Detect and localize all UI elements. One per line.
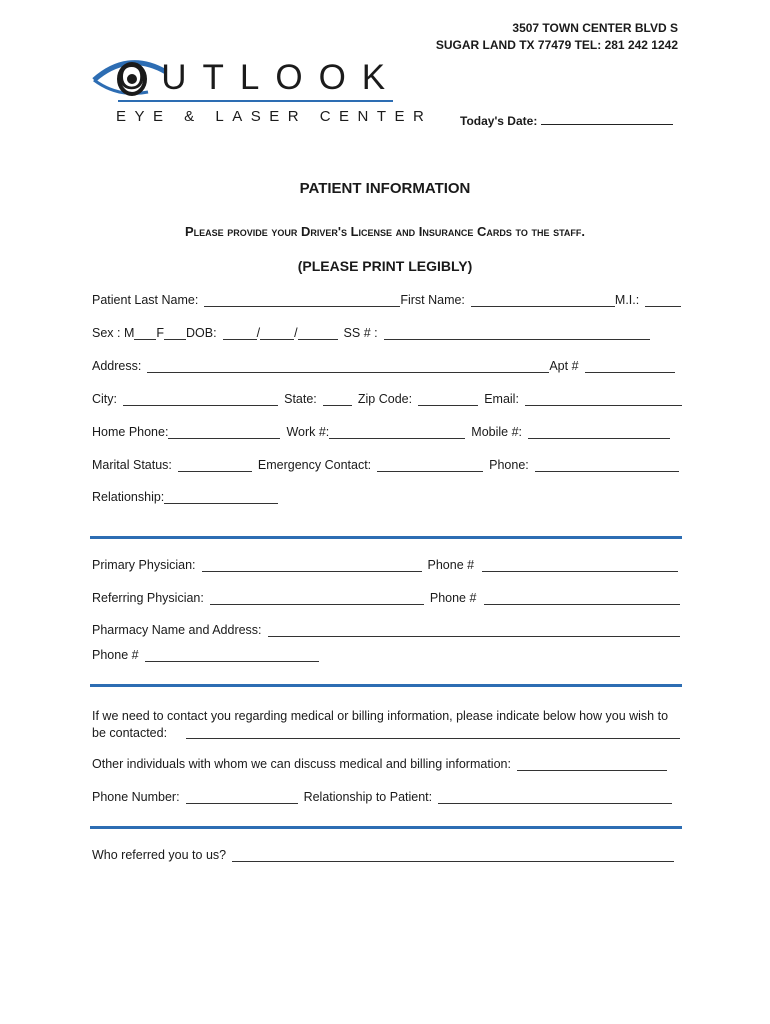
row-address xyxy=(92,359,682,373)
work-field[interactable] xyxy=(329,425,465,439)
row-name xyxy=(92,293,682,307)
address-line-1: 3507 TOWN CENTER BLVD S xyxy=(512,21,678,35)
todays-date-field[interactable] xyxy=(541,112,673,125)
address-line-2: SUGAR LAND TX 77479 TEL: 281 242 1242 xyxy=(435,38,678,52)
pharmacy-label: Pharmacy Name and Address: xyxy=(92,623,262,637)
row-relationship xyxy=(92,490,682,504)
row-referring-physician xyxy=(92,591,682,605)
logo-wordmark: OUTLOOK xyxy=(118,58,402,97)
referred-by-field[interactable] xyxy=(232,848,674,862)
todays-date-label: Today's Date: xyxy=(460,114,538,128)
apt-label: Apt # xyxy=(549,359,579,373)
zip-label: Zip Code: xyxy=(357,392,413,406)
email-field[interactable] xyxy=(525,392,682,406)
row-contact-phone xyxy=(92,790,682,804)
referring-physician-label: Referring Physician: xyxy=(92,591,204,605)
mobile-field[interactable] xyxy=(528,425,670,439)
form-title: PATIENT INFORMATION xyxy=(299,180,471,197)
email-label: Email: xyxy=(484,392,519,406)
primary-phone-label: Phone # xyxy=(427,558,475,572)
phone-number-label: Phone Number: xyxy=(92,790,180,804)
home-phone-label: Home Phone: xyxy=(92,425,169,439)
city-label: City: xyxy=(92,392,117,406)
dob-label: DOB: xyxy=(186,326,217,340)
apt-field[interactable] xyxy=(585,359,675,373)
row-other-individuals xyxy=(92,757,682,771)
referred-by-label: Who referred you to us? xyxy=(92,848,227,862)
emergency-label: Emergency Contact: xyxy=(257,458,372,472)
other-individuals-field[interactable] xyxy=(517,757,667,771)
dob-slash-2: / xyxy=(294,326,298,340)
contact-preference-text: If we need to contact you regarding medical or billing information, please indicate below how you wish to be contacted: xyxy=(92,709,669,740)
marital-label: Marital Status: xyxy=(92,458,172,472)
emergency-field[interactable] xyxy=(377,458,483,472)
row-pharmacy xyxy=(92,623,682,637)
license-notice: Please provide your Driver's License and Insurance Cards to the staff. xyxy=(184,224,586,239)
relationship-label: Relationship: xyxy=(92,490,165,504)
primary-physician-label: Primary Physician: xyxy=(92,558,196,572)
sex-label: Sex : M xyxy=(92,326,135,340)
home-phone-field[interactable] xyxy=(168,425,280,439)
first-name-label: First Name: xyxy=(400,293,465,307)
ss-label: SS # : xyxy=(343,326,378,340)
row-primary-physician xyxy=(92,558,682,572)
contact-preference-field[interactable] xyxy=(186,725,680,739)
last-name-field[interactable] xyxy=(204,293,400,307)
zip-field[interactable] xyxy=(418,392,478,406)
print-legibly-note: (PLEASE PRINT LEGIBLY) xyxy=(297,258,473,274)
dob-day-field[interactable] xyxy=(260,326,294,340)
section-divider xyxy=(90,536,682,539)
pharmacy-phone-label: Phone # xyxy=(92,648,139,662)
state-label: State: xyxy=(284,392,317,406)
row-city xyxy=(92,392,682,406)
emergency-phone-label: Phone: xyxy=(489,458,529,472)
state-field[interactable] xyxy=(323,392,352,406)
referring-phone-field[interactable] xyxy=(484,591,680,605)
sex-f-label: F xyxy=(156,326,165,340)
relationship-field[interactable] xyxy=(164,490,278,504)
pharmacy-phone-field[interactable] xyxy=(145,648,319,662)
address-field[interactable] xyxy=(147,359,549,373)
emergency-phone-field[interactable] xyxy=(535,458,679,472)
row-marital xyxy=(92,458,682,472)
referring-physician-field[interactable] xyxy=(210,591,424,605)
other-individuals-label: Other individuals with whom we can discuss medical and billing information: xyxy=(92,757,511,771)
phone-number-field[interactable] xyxy=(186,790,298,804)
referring-phone-label: Phone # xyxy=(429,591,477,605)
row-sex-dob xyxy=(92,326,682,340)
primary-phone-field[interactable] xyxy=(482,558,678,572)
logo-rule xyxy=(118,100,393,102)
row-referred-by xyxy=(92,848,682,862)
marital-field[interactable] xyxy=(178,458,252,472)
mi-field[interactable] xyxy=(645,293,681,307)
relationship-to-patient-field[interactable] xyxy=(438,790,672,804)
mobile-label: Mobile #: xyxy=(471,425,523,439)
work-label: Work #: xyxy=(286,425,330,439)
sex-m-field[interactable] xyxy=(134,326,156,340)
mi-label: M.I.: xyxy=(614,293,640,307)
row-pharmacy-phone xyxy=(92,648,682,662)
logo-subtitle: EYE & LASER CENTER xyxy=(116,108,433,125)
dob-slash: / xyxy=(256,326,261,340)
section-divider xyxy=(90,684,682,687)
first-name-field[interactable] xyxy=(471,293,615,307)
dob-month-field[interactable] xyxy=(223,326,257,340)
outlook-logo xyxy=(88,50,433,130)
last-name-label: Patient Last Name: xyxy=(92,293,199,307)
row-phones xyxy=(92,425,682,439)
todays-date xyxy=(460,112,673,128)
city-field[interactable] xyxy=(123,392,278,406)
primary-physician-field[interactable] xyxy=(202,558,422,572)
section-divider xyxy=(90,826,682,829)
ss-field[interactable] xyxy=(384,326,650,340)
clinic-address xyxy=(436,20,678,54)
dob-year-field[interactable] xyxy=(298,326,338,340)
pharmacy-field[interactable] xyxy=(268,623,680,637)
address-label: Address: xyxy=(92,359,142,373)
relationship-to-patient-label: Relationship to Patient: xyxy=(303,790,433,804)
sex-f-field[interactable] xyxy=(164,326,186,340)
